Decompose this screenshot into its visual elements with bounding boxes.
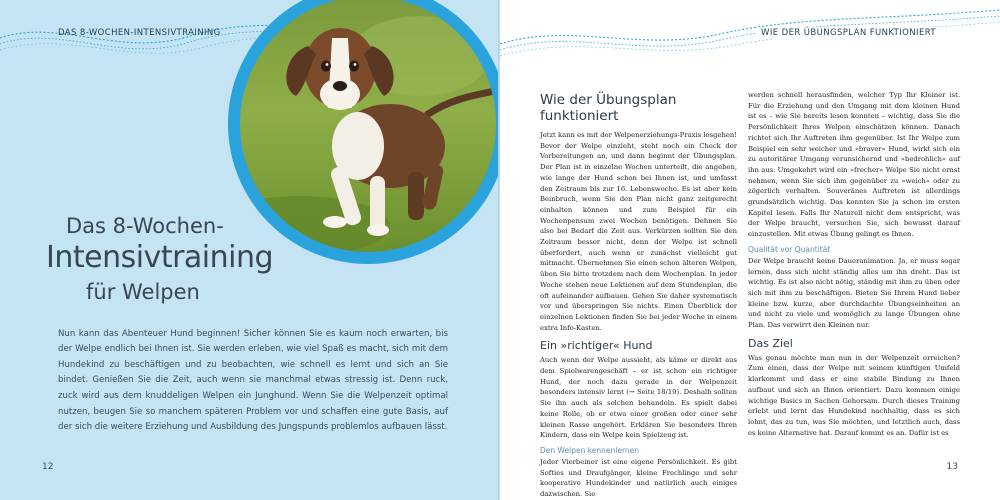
minor-heading: Qualität vor Quantität xyxy=(748,244,831,254)
running-head-right: WIE DER ÜBUNGSPLAN FUNKTIONIERT xyxy=(757,27,940,39)
subsection-title: Das Ziel xyxy=(748,336,793,350)
intro-paragraph: Nun kann das Abenteuer Hund beginnen! Sicher können Sie es kaum noch erwarten, bis der Welpe endlich bei Ihnen ist. Sie werden erleben, wie viel Spaß es macht, sich mit dem Hundekind zu beschäftigen und zu beobachten, wie schnell es lernt und sich an Sie bindet. Genießen Sie die Zeit, auch wenn sie manchmal etwas stressig ist. Denn ruck, zuck wird aus dem knuddeligen Welpen ein Junghund. Wenn Sie die Welpenzeit optimal nutzen, beugen Sie so manchem späteren Problem vor und schaffen eine gute Basis, auf der sich die weitere Erziehung und Ausbildung des Jungspunds problemlos aufbauen lässt. xyxy=(58,328,448,433)
chapter-title-line-3: für Welpen xyxy=(86,280,200,304)
photo-frame xyxy=(228,0,500,264)
page-number-left: 12 xyxy=(42,462,54,472)
paragraph: Auch wenn der Welpe aussieht, als käme er direkt aus dem Spielwarengeschäft – er ist schon ein richtiger Hund, der noch dazu gerade in der Welpenzeit besonders intensiv lernt (→ Seite 18/19). Deshalb sollten Sie ihn auch als solchen behandeln. Es spielt dabei keine Rolle, ob er etwa einer großen oder einer sehr kleinen Rasse angehört. Erklären Sie besonders Ihren Kindern, dass ein Welpe kein Spielzeug ist. xyxy=(540,356,737,440)
paragraph: Was genau möchte man nun in der Welpenzeit erreichen? Zum einen, dass der Welpe mit seinem künftigen Umfeld klarkommt und dass er eine stabile Bindung zu Ihnen aufbaut und sich an Ihnen orientiert. Dazu kommen einige wichtige Basics in Sachen Gehorsam. Durch dieses Training erlebt und lernt das Hundekind nachhaltig, dass es sich lohnt, das zu tun, was Sie möchten, und letztlich auch, dass es keine Alternative hat. Darauf kommt es an. Dafür ist es xyxy=(748,353,960,437)
paragraph: Jeder Vierbeiner ist eine eigene Persönlichkeit. Es gibt Softies und Draufgänger, kleine Frechlinge und sehr kooperative Hundekinder und natürlich auch einiges dazwischen. Sie xyxy=(540,457,737,499)
puppy-photo xyxy=(240,0,496,252)
chapter-title-line-1: Das 8-Wochen- xyxy=(66,214,224,238)
running-head: DAS 8-WOCHEN-INTENSIVTRAINING xyxy=(58,28,221,38)
chapter-title-line-2: Intensivtraining xyxy=(46,240,274,275)
paragraph: Der Welpe braucht keine Daueranimation. Ja, er muss sogar lernen, dass sich nicht ständig alles um ihn dreht. Das ist wichtig. Es ist also nicht nötig, ständig mit ihm zu üben oder sich mit ihm zu beschäftigen. Bieten Sie Ihrem Hund lieber kleine bzw. kurze, aber durchdachte Übungseinheiten an und nicht zu viele und womöglich zu lange Übungen ohne Plan. Das verwirrt den Kleinen nur. xyxy=(748,256,960,330)
section-title: Wie der Übungsplan funktioniert xyxy=(540,92,677,124)
puppy-illustration xyxy=(240,0,496,252)
minor-heading: Den Welpen kennenlernen xyxy=(540,445,640,455)
paragraph: Jetzt kann es mit der Welpenerziehungs-Praxis losgehen! Bevor der Welpe einzieht, steht noch ein Check der Vorbereitungen an, und dann beginnt der Übungsplan. Der Plan ist in einzelne Wochen unterteilt, die angeben, wie lange der Hund schon bei Ihnen ist, und umfasst den Zeitraum bis zur 16. Lebenswoche. Es ist aber kein Beinbruch, wenn Sie den Plan nicht ganz zeitgerecht einhalten können und zum Beispiel für ein Wochenpensum zwei Wochen benötigen. Dehnen Sie also bei Bedarf die Zeit aus. Verkürzen sollten Sie den Zeitraum besser nicht, denn der Welpe ist schnell überfordert, auch wenn er zunächst vielleicht gut mitmacht. Übernehmen Sie einen schon älteren Welpen, üben Sie bitte trotzdem nach dem Wochenplan. In jeder Woche stehen neue Lektionen auf dem Stundenplan, die oft aufeinander aufbauen. Gehen Sie daher systematisch vor und überspringen Sie nichts. Einen Überblick der einzelnen Lektionen finden Sie bei jeder Woche in einem extra Info-Kasten. xyxy=(540,131,737,332)
subsection-title: Ein »richtiger« Hund xyxy=(540,339,653,353)
text-column-2 xyxy=(748,90,960,438)
paragraph: werden schnell herausfinden, welcher Typ Ihr Kleiner ist. Für die Erziehung und den Umgang mit dem kleinen Hund ist es – wie Sie bereits lesen konnten – wichtig, dass Sie die Persönlichkeit Ihres Welpen einschätzen können. Danach richtet sich Ihr Auftreten ihm gegenüber. Ist Ihr Welpe zum Beispiel ein sehr weicher und »braver« Hund, wirkt sich ein zu autoritärer Umgang verunsichernd und »bedrohlich« auf ihn aus. Umgekehrt wird ein »frecher« Welpe Sie nicht ernst nehmen, wenn Sie sich ihm gegenüber zu »weich« oder zu zögerlich verhalten. Souveränes Auftreten ist allerdings grundsätzlich wichtig. Das konnten Sie ja schon im ersten Kapitel lesen. Falls Ihr Naturell nicht dem entspricht, was der Welpe braucht, versuchen Sie, sich bewusst darauf einzustellen. Mit etwas Übung gelingt es Ihnen. xyxy=(748,91,960,239)
page-number-right: 13 xyxy=(946,462,958,472)
right-page xyxy=(500,0,1000,500)
text-column-1 xyxy=(540,90,737,500)
